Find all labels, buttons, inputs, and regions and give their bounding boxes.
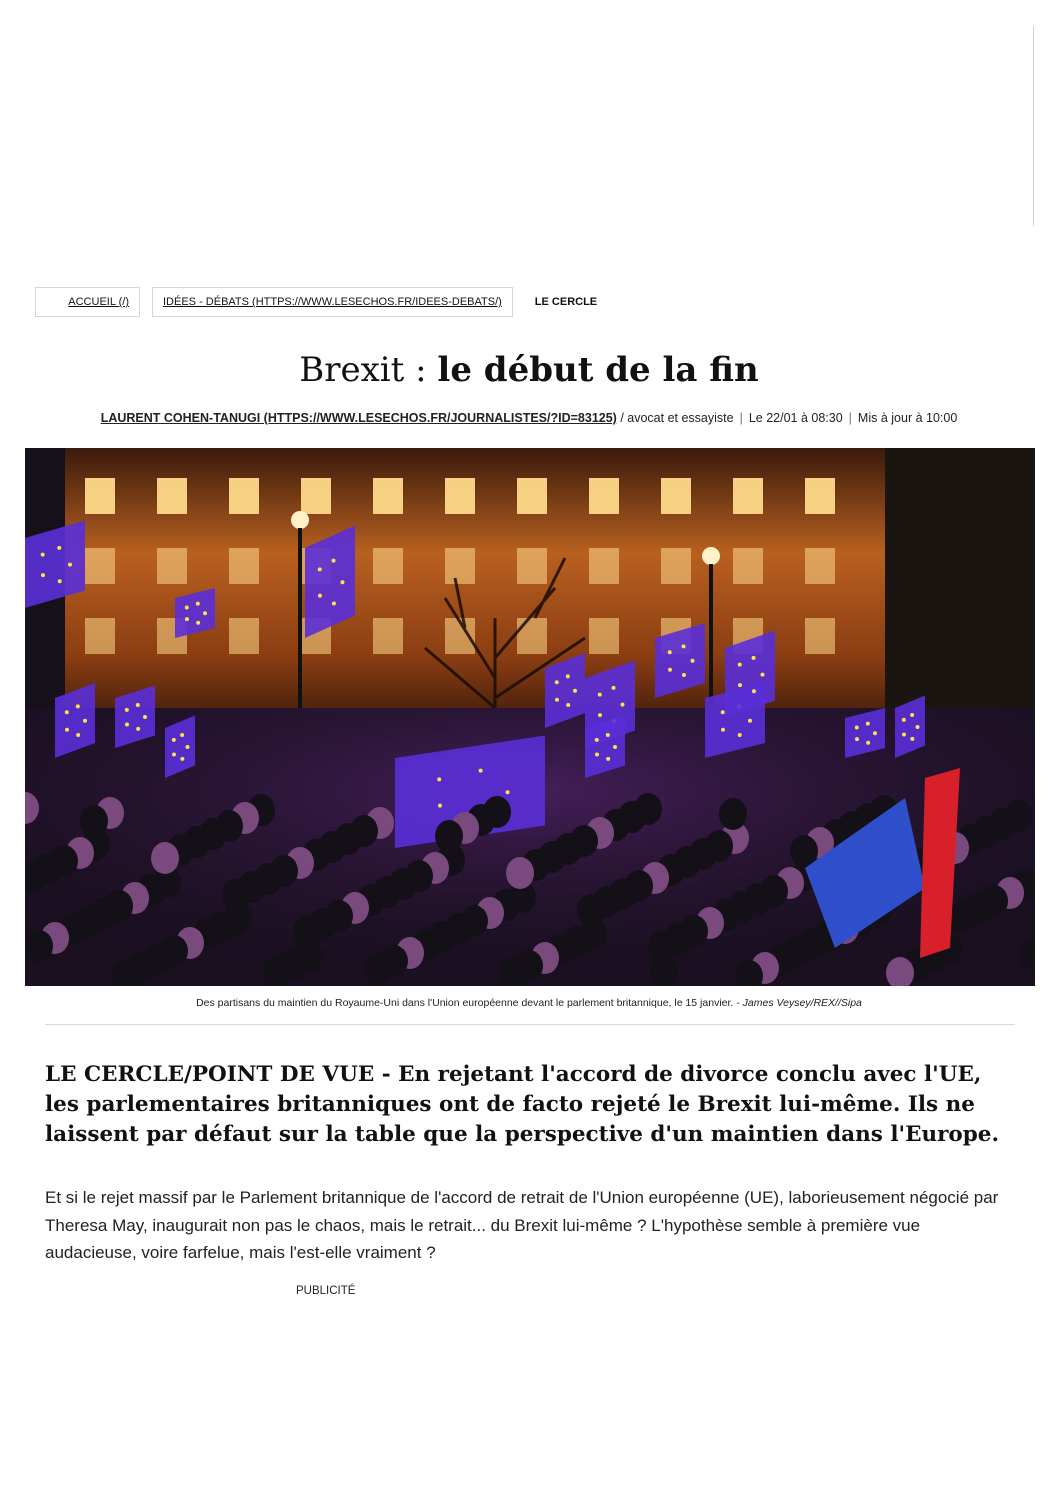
flag-star — [902, 732, 906, 736]
byline-separator: | — [848, 411, 852, 425]
flag-star — [866, 722, 870, 726]
window — [445, 478, 475, 514]
flag-star — [573, 689, 577, 693]
window — [661, 548, 691, 584]
flag-star — [196, 602, 200, 606]
flag-star — [738, 663, 742, 667]
flag-star — [185, 605, 189, 609]
flag-star — [691, 659, 695, 663]
window — [589, 618, 619, 654]
flag-star — [341, 580, 345, 584]
crowd-head — [80, 805, 108, 837]
flag-star — [76, 733, 80, 737]
title-main: le début de la fin — [437, 350, 759, 390]
crowd-head — [364, 953, 392, 985]
window — [301, 478, 331, 514]
page-title — [0, 348, 1058, 392]
publish-date: Le 22/01 à 08:30 — [748, 411, 843, 425]
byline-separator: | — [739, 411, 743, 425]
flag-star — [58, 579, 62, 583]
flag-star — [910, 713, 914, 717]
crowd-head — [151, 842, 179, 874]
author-role: / avocat et essayiste — [616, 411, 734, 425]
window — [589, 548, 619, 584]
window — [517, 478, 547, 514]
crowd-head — [506, 857, 534, 889]
window — [157, 548, 187, 584]
update-date: Mis à jour à 10:00 — [857, 411, 958, 425]
flag-star — [479, 769, 483, 773]
window — [157, 478, 187, 514]
breadcrumb-current-section: LE CERCLE — [534, 296, 598, 308]
crowd-head — [648, 931, 676, 963]
flag-star — [606, 733, 610, 737]
window — [85, 548, 115, 584]
flag-star — [682, 644, 686, 648]
ad-slot-border — [1033, 26, 1034, 226]
flag-star — [172, 738, 176, 742]
flag-star — [752, 689, 756, 693]
photo-caption — [0, 997, 1058, 1009]
flag-star — [318, 594, 322, 598]
breadcrumb-home-link[interactable]: ACCUEIL (/) — [35, 287, 140, 317]
flag-star — [668, 668, 672, 672]
breadcrumb-idees-debats-link[interactable]: IDÉES - DÉBATS (HTTPS://WWW.LESECHOS.FR/IDEES-DEBATS/) — [152, 287, 513, 317]
flag-star — [621, 703, 625, 707]
window — [589, 478, 619, 514]
title-prefix: Brexit : — [299, 350, 438, 390]
flag-star — [196, 621, 200, 625]
divider — [45, 1024, 1015, 1025]
window — [517, 618, 547, 654]
window — [373, 548, 403, 584]
flag-star — [172, 752, 176, 756]
flag-star — [916, 725, 920, 729]
flag-star — [65, 728, 69, 732]
flag-star — [555, 680, 559, 684]
flag-star — [185, 617, 189, 621]
window — [805, 548, 835, 584]
flag-star — [613, 745, 617, 749]
flag-star — [910, 737, 914, 741]
flag-star — [203, 611, 207, 615]
flag-star — [143, 715, 147, 719]
window — [517, 548, 547, 584]
flag-star — [902, 718, 906, 722]
flag-star — [332, 559, 336, 563]
article-photo — [25, 448, 1035, 986]
flag-star — [668, 650, 672, 654]
flag-star — [598, 693, 602, 697]
flag-star — [855, 737, 859, 741]
flag-star — [186, 745, 190, 749]
flag-star — [136, 703, 140, 707]
flag-star — [68, 563, 72, 567]
flag-star — [57, 546, 61, 550]
window — [373, 478, 403, 514]
photo-credit: - James Veysey/REX//Sipa — [733, 997, 862, 1009]
flag-star — [83, 719, 87, 723]
flag-star — [598, 713, 602, 717]
flag-star — [761, 673, 765, 677]
window — [85, 618, 115, 654]
flag-star — [76, 704, 80, 708]
window — [373, 618, 403, 654]
flag-star — [438, 804, 442, 808]
window — [733, 478, 763, 514]
window — [805, 478, 835, 514]
article-body-paragraph: Et si le rejet massif par le Parlement britannique de l'accord de retrait de l'Union européenne (UE), laborieusement négocié par Theresa May, inaugurait non pas le chaos, mais le retrait... du Brexit lui-même ? L'hypothèse semble à première vue audacieuse, voire farfelue, mais l'est-elle vraiment ? — [45, 1188, 999, 1262]
flag-star — [41, 573, 45, 577]
crowd-head — [719, 798, 747, 830]
article-byline — [0, 411, 1058, 425]
flag-star — [606, 757, 610, 761]
flag-star — [612, 686, 616, 690]
flag-star — [555, 698, 559, 702]
flag-star — [752, 656, 756, 660]
flag-star — [866, 741, 870, 745]
window — [229, 548, 259, 584]
window — [229, 618, 259, 654]
window — [733, 548, 763, 584]
caption-text: Des partisans du maintien du Royaume-Uni dans l'Union européenne devant le parlement britannique, le 15 janvier. — [196, 997, 734, 1009]
flag-star — [855, 725, 859, 729]
flag-star — [136, 727, 140, 731]
flag-star — [682, 673, 686, 677]
flag-star — [125, 708, 129, 712]
crowd-head — [222, 879, 250, 911]
crowd-head — [435, 820, 463, 852]
crowd-head — [577, 894, 605, 926]
flag-star — [125, 722, 129, 726]
flag-star — [566, 703, 570, 707]
flag-star — [65, 710, 69, 714]
flag-star — [180, 733, 184, 737]
flag-star — [595, 738, 599, 742]
flag-star — [318, 567, 322, 571]
author-link[interactable]: LAURENT COHEN-TANUGI (HTTPS://WWW.LESECHOS.FR/JOURNALISTES/?ID=83125) — [100, 411, 617, 425]
flag-star — [437, 777, 441, 781]
flag-star — [566, 674, 570, 678]
flag-star — [873, 731, 877, 735]
flag-star — [180, 757, 184, 761]
flag-star — [738, 683, 742, 687]
flag-star — [721, 710, 725, 714]
article-lede: LE CERCLE/POINT DE VUE - En rejetant l'accord de divorce conclu avec l'UE, les parlementaires britanniques ont de facto rejeté le Brexit lui-même. Ils ne laissent par défaut sur la table que la perspective d'un maintien dans l'Europe. — [45, 1062, 999, 1147]
window — [805, 618, 835, 654]
window — [85, 478, 115, 514]
flag-star — [41, 553, 45, 557]
flag-star — [595, 752, 599, 756]
window — [445, 548, 475, 584]
protest-photo-illustration — [25, 448, 1035, 986]
window — [661, 478, 691, 514]
window — [229, 478, 259, 514]
flag-star — [721, 728, 725, 732]
crowd-head — [293, 916, 321, 948]
flag-star — [506, 790, 510, 794]
flag-star — [332, 602, 336, 606]
crowd-head — [25, 930, 53, 962]
breadcrumb — [35, 287, 609, 317]
flag-star — [748, 719, 752, 723]
flag-star — [738, 733, 742, 737]
advertisement-label: PUBLICITÉ — [296, 1285, 356, 1297]
